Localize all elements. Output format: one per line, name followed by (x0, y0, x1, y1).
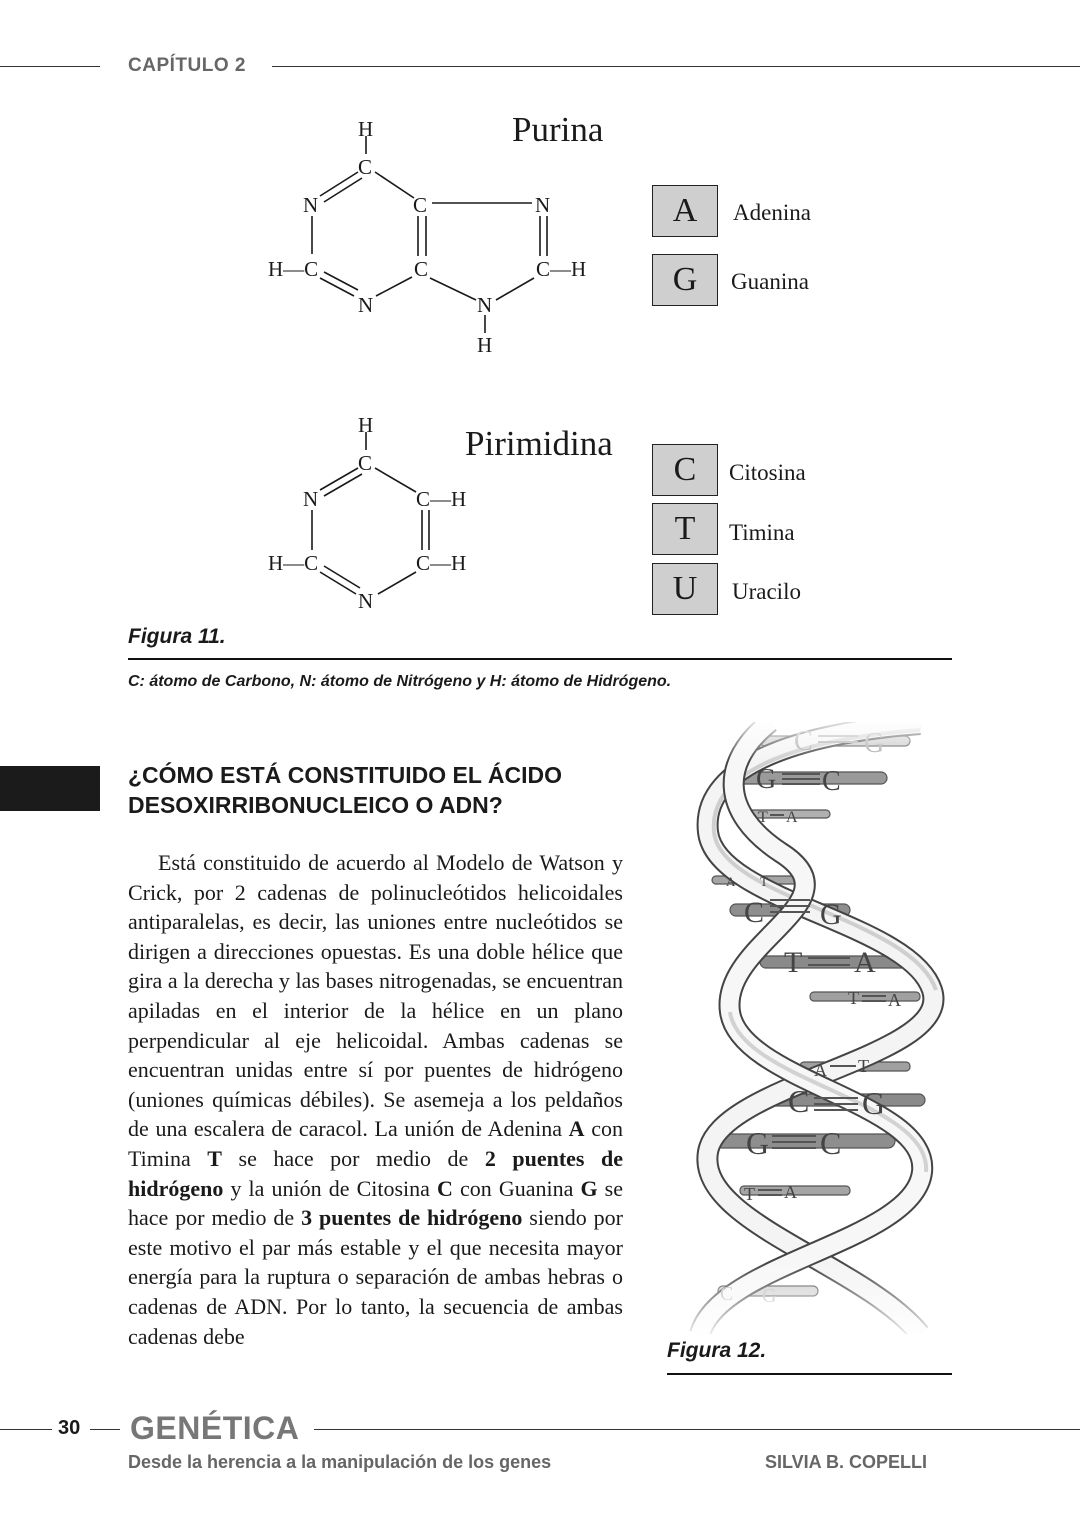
chapter-label: CAPÍTULO 2 (128, 55, 246, 76)
footer-rule-right (314, 1429, 1080, 1430)
atom-n: N (477, 293, 493, 317)
atom-hc: H—C (268, 551, 319, 575)
atom-ch: C—H (416, 487, 467, 511)
base-letter: G (862, 1085, 886, 1121)
header-rule-right (272, 66, 1080, 67)
base-box-guanine: G (652, 254, 718, 306)
base-letter: C (820, 1125, 842, 1161)
book-subtitle: Desde la herencia a la manipulación de los genes (128, 1452, 552, 1472)
base-letter: C (822, 766, 841, 797)
base-letter: T (744, 1184, 755, 1204)
author-name: SILVIA B. COPELLI (765, 1452, 928, 1472)
page-number: 30 (58, 1417, 81, 1439)
bond (324, 272, 358, 290)
bond (375, 172, 414, 198)
atom-n: N (358, 293, 374, 317)
atom-c: C (413, 193, 428, 217)
base-letter: A (854, 946, 876, 979)
base-letter: A (888, 990, 901, 1010)
fade-bottom (660, 1262, 960, 1334)
base-name-thymine: Timina (729, 520, 795, 545)
purine-title: Purina (512, 110, 604, 149)
figure-11-legend: C: átomo de Carbono, N: átomo de Nitrógeno y H: átomo de Hidrógeno. (128, 673, 672, 690)
atom-ch: C—H (416, 551, 467, 575)
base-letter: G (756, 764, 777, 795)
base-letter: G (746, 1125, 770, 1161)
bond (430, 278, 476, 300)
base-name-adenine: Adenina (733, 200, 811, 225)
atom-h: H (358, 117, 374, 141)
base-name-uracil: Uracilo (732, 579, 801, 604)
base-box-adenine: A (652, 185, 718, 237)
base-letter: G (820, 898, 842, 931)
footer-rule-left (0, 1429, 52, 1430)
pyrimidine-structure (250, 410, 490, 620)
section-marker (0, 766, 100, 811)
base-box-thymine: T (652, 503, 718, 555)
base-letter: A (726, 874, 736, 889)
figure-11-caption: Figura 11. (128, 625, 226, 648)
bond (496, 278, 534, 300)
atom-n: N (358, 589, 374, 613)
section-heading (128, 760, 648, 820)
atom-h: H (358, 413, 374, 437)
base-box-cytosine: C (652, 444, 718, 496)
header-rule-left (0, 66, 100, 67)
figure-12-caption: Figura 12. (667, 1339, 767, 1362)
base-letter: T (848, 988, 859, 1008)
base-letter: T (784, 946, 803, 979)
base-name-cytosine: Citosina (729, 460, 806, 485)
base-name-guanine: Guanina (731, 269, 809, 294)
bond (375, 468, 416, 492)
book-title: GENÉTICA (130, 1410, 300, 1446)
section-heading-line-1: ¿CÓMO ESTÁ CONSTITUIDO EL ÁCIDO (128, 762, 563, 788)
figure-12-rule (667, 1373, 952, 1375)
base-letter: C (788, 1083, 810, 1119)
base-box-uracil: U (652, 563, 718, 615)
base-letter: A (786, 809, 798, 826)
atom-n: N (535, 193, 551, 217)
atom-n: N (303, 487, 319, 511)
bond (320, 278, 354, 296)
atom-hc: H—C (268, 257, 319, 281)
section-heading-line-2: DESOXIRRIBONUCLEICO O ADN? (128, 792, 503, 818)
bond (378, 572, 416, 594)
base-letter: T (760, 874, 768, 889)
atom-c: C (414, 257, 429, 281)
figure-11-rule (128, 658, 952, 660)
base-letter: T (758, 809, 768, 826)
atom-c: C (358, 451, 373, 475)
base-letter: A (814, 1060, 827, 1080)
body-paragraph: Está constituido de acuerdo al Modelo de Watson y Crick, por 2 cadenas de polinucleótidos helicoidales antiparalelas, es decir, las uniones entre nucleótidos se dirigen a direcciones opuestas. Es una doble hélice que gira a la derecha y las bases nitrogenadas, se encuentran apiladas en el interior de la hélice en un plano perpendicular al eje helicoidal. Ambas cadenas se encuentran unidas entre sí por puentes de hidrógeno (uniones químicas débiles). Se asemeja a los peldaños de una escalera de caracol. La unión de Adenina A con Timina T se hace por medio de 2 puentes de hidrógeno y la unión de Citosina C con Guanina G se hace por medio de 3 puentes de hidrógeno siendo por este motivo el par más estable y el que necesita mayor energía para la ruptura o separación de ambas hebras o cadenas de ADN. Por lo tanto, la secuencia de ambas cadenas debe (128, 850, 624, 1349)
pyrimidine-title: Pirimidina (465, 424, 613, 463)
base-letter: A (784, 1182, 797, 1202)
base-letter: C (744, 896, 765, 929)
atom-n: N (303, 193, 319, 217)
atom-c: C (358, 155, 373, 179)
footer-rule-mid (90, 1429, 120, 1430)
atom-h: H (477, 333, 493, 357)
fade-top (660, 722, 960, 762)
atom-ch: C—H (536, 257, 587, 281)
dna-double-helix-illustration (660, 722, 960, 1334)
bond (376, 277, 412, 296)
base-letter: T (858, 1056, 869, 1076)
